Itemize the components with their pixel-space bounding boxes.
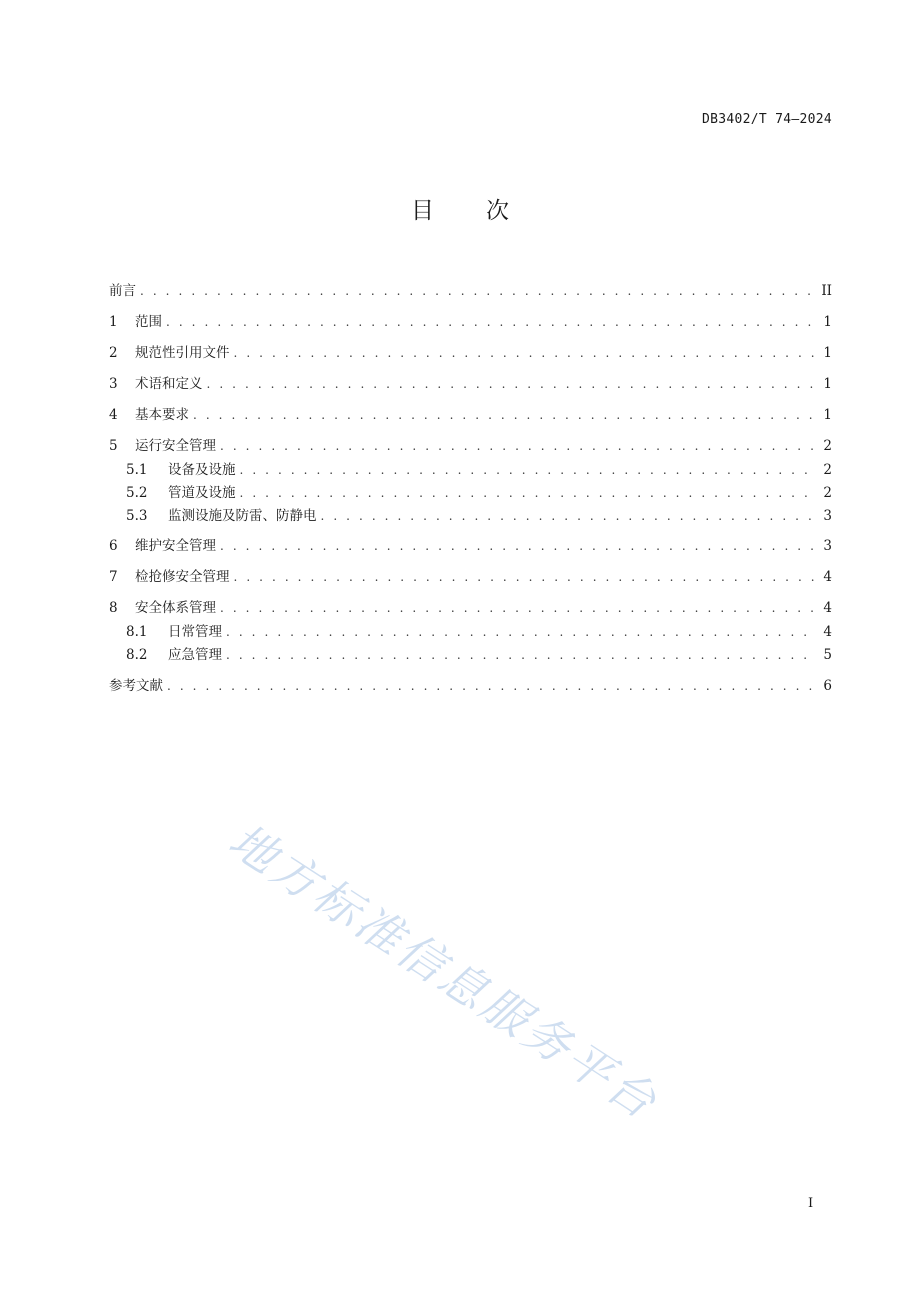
toc-item-3[interactable] [109, 374, 832, 394]
title-char-1: 目 [411, 198, 434, 224]
toc-page: II [821, 283, 832, 299]
toc-item-5-2[interactable] [126, 483, 832, 503]
toc-leader [240, 483, 816, 503]
toc-leader [140, 281, 813, 301]
watermark-text: 地方标准信息服务平台 [219, 812, 669, 1131]
toc-label: 管道及设施 [168, 485, 236, 501]
toc-item-5[interactable] [109, 436, 832, 456]
toc-leader [321, 506, 816, 526]
toc-page: 1 [823, 407, 832, 423]
toc-leader [220, 598, 815, 618]
toc-item-6[interactable] [109, 536, 832, 556]
toc-label: 范围 [135, 314, 162, 330]
toc-number: 5.3 [126, 508, 148, 524]
toc-page: 5 [823, 647, 832, 663]
toc-leader [166, 312, 815, 332]
toc-label: 运行安全管理 [135, 438, 216, 454]
toc-page: 3 [823, 538, 832, 554]
toc-leader [220, 436, 815, 456]
toc-label: 日常管理 [168, 624, 222, 640]
toc-page: 4 [823, 600, 832, 616]
toc-item-5-1[interactable] [126, 460, 832, 480]
toc-number: 5.1 [126, 462, 148, 478]
toc-label: 基本要求 [135, 407, 189, 423]
toc-item-8-2[interactable] [126, 645, 832, 665]
toc-item-4[interactable] [109, 405, 832, 425]
toc-item-8[interactable] [109, 598, 832, 618]
toc-page: 2 [823, 462, 832, 478]
toc-item-5-3[interactable] [126, 506, 832, 526]
toc-leader [240, 460, 816, 480]
toc-label: 参考文献 [109, 678, 163, 694]
toc-number: 6 [109, 538, 118, 554]
toc-label: 术语和定义 [135, 376, 203, 392]
toc-item-1[interactable] [109, 312, 832, 332]
toc-label: 维护安全管理 [135, 538, 216, 554]
toc-item-7[interactable] [109, 567, 832, 587]
toc-leader [193, 405, 815, 425]
toc-item-2[interactable] [109, 343, 832, 363]
toc-label: 监测设施及防雷、防静电 [168, 508, 317, 524]
page-number: I [808, 1196, 814, 1211]
toc-page: 2 [823, 485, 832, 501]
toc-label: 应急管理 [168, 647, 222, 663]
toc-number: 5 [109, 438, 118, 454]
toc-label: 设备及设施 [168, 462, 236, 478]
toc-label: 规范性引用文件 [135, 345, 230, 361]
toc-number: 8.1 [126, 624, 148, 640]
toc-leader [167, 676, 815, 696]
toc-number: 1 [109, 314, 118, 330]
document-code: DB3402/T 74—2024 [701, 112, 832, 127]
toc-page: 4 [823, 569, 832, 585]
toc-number: 7 [109, 569, 118, 585]
toc-page: 1 [823, 345, 832, 361]
toc-leader [234, 567, 816, 587]
toc-page: 1 [823, 376, 832, 392]
toc-leader [220, 536, 815, 556]
toc-leader [226, 622, 815, 642]
toc-item-references[interactable] [109, 676, 832, 696]
toc-number: 5.2 [126, 485, 148, 501]
toc-page: 6 [823, 678, 832, 694]
toc-number: 8.2 [126, 647, 148, 663]
toc-label: 前言 [109, 283, 136, 299]
toc-page: 2 [823, 438, 832, 454]
toc-label: 安全体系管理 [135, 600, 216, 616]
toc-number: 2 [109, 345, 118, 361]
toc-label: 检抢修安全管理 [135, 569, 230, 585]
toc-page: 1 [823, 314, 832, 330]
title-char-2: 次 [486, 198, 509, 224]
toc-leader [207, 374, 816, 394]
toc-number: 3 [109, 376, 118, 392]
toc-number: 4 [109, 407, 118, 423]
toc-leader [226, 645, 815, 665]
toc-page: 4 [823, 624, 832, 640]
toc-item-8-1[interactable] [126, 622, 832, 642]
toc-leader [234, 343, 816, 363]
toc-item-foreword[interactable] [109, 281, 832, 301]
toc-number: 8 [109, 600, 118, 616]
toc-page: 3 [823, 508, 832, 524]
